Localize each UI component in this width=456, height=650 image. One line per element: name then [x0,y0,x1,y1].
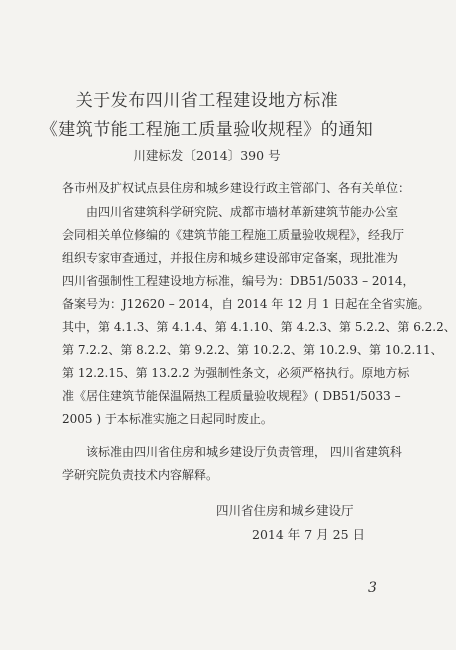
para1-line: 第 12.2.15、第 13.2.2 为强制性条文，必须严格执行。原地方标 [62,366,410,380]
para2-line: 该标准由四川省住房和城乡建设厅负责管理， 四川省建筑科 [62,445,402,459]
sign-date: 2014 年 7 月 25 日 [252,527,366,542]
para1-line: 备案号为：J12620 – 2014，自 2014 年 12 月 1 日起在全省实施。 [62,297,430,311]
salutation: 各市州及扩权试点县住房和城乡建设行政主管部门、各有关单位： [62,181,411,195]
para1-line: 由四川省建筑科学研究院、成都市墙材革新建筑节能办公室 [62,205,399,219]
para1-line: 其中，第 4.1.3、第 4.1.4、第 4.1.10、第 4.2.3、第 5.2.2、第 6.2.2、 [62,320,456,334]
page-number: 3 [368,580,377,596]
para1-line: 四川省强制性工程建设地方标准，编号为：DB51/5033 – 2014， [62,274,415,288]
para1-line: 准《居住建筑节能保温隔热工程质量验收规程》( DB51/5033 – [62,389,401,403]
para1-line: 会同相关单位修编的《建筑节能工程施工质量验收规程》，经我厅 [62,228,405,242]
signer: 四川省住房和城乡建设厅 [216,503,354,518]
para1-line: 第 7.2.2、第 8.2.2、第 9.2.2、第 10.2.2、第 10.2.9、第 10.2.11、 [62,343,443,357]
para2-line: 学研究院负责技术内容解释。 [62,468,219,482]
notice-title-line-2: 《建筑节能工程施工质量验收规程》的通知 [40,120,374,140]
para1-line: 组织专家审查通过，并报住房和城乡建设部审定备案，现批准为 [62,251,399,265]
notice-title-line-1: 关于发布四川省工程建设地方标准 [75,91,339,111]
document-number: 川建标发〔2014〕390 号 [133,148,281,163]
para1-line: 2005 ) 于本标准实施之日起同时废止。 [62,412,273,426]
